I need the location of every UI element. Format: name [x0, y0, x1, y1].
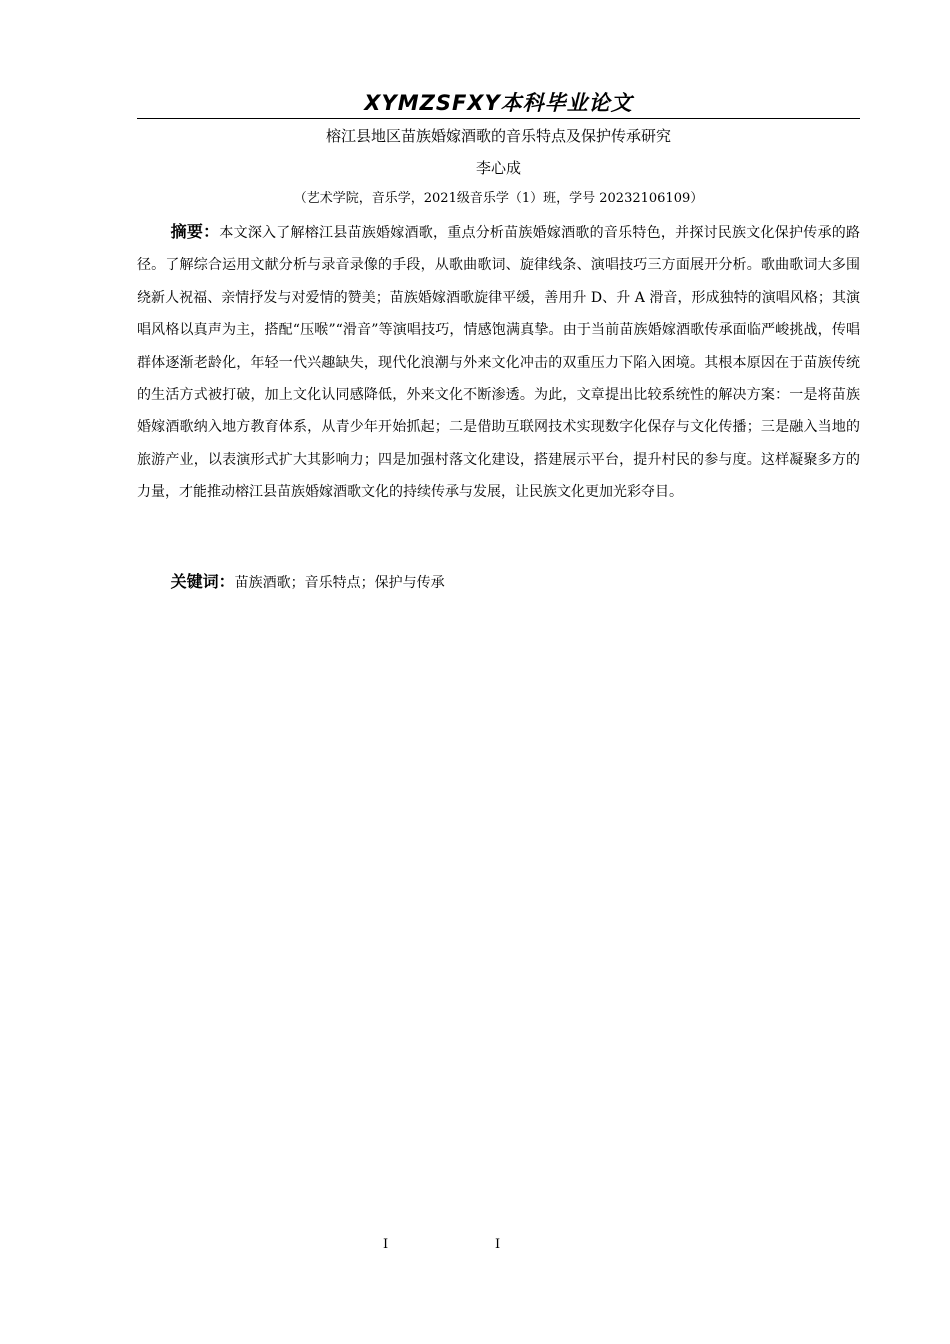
abstract-paragraph — [137, 216, 860, 509]
author-name: 李心成 — [475, 159, 521, 177]
page-number-left: I — [383, 1237, 389, 1252]
keywords-paragraph — [137, 566, 860, 599]
page-number-right: I — [495, 1237, 501, 1252]
author-affiliation: （艺术学院，音乐学，2021级音乐学（1）班，学号 20232106109） — [293, 191, 704, 206]
page-header — [137, 88, 860, 119]
paper-title: 榕江县地区苗族婚嫁酒歌的音乐特点及保护传承研究 — [325, 127, 671, 145]
abstract-label: 摘要： — [170, 222, 220, 241]
keywords-label: 关键词： — [170, 572, 235, 591]
abstract-text: 本文深入了解榕江县苗族婚嫁酒歌，重点分析苗族婚嫁酒歌的音乐特色，并探讨民族文化保护传承的路径。了解综合运用文献分析与录音录像的手段，从歌曲歌词、旋律线条、演唱技巧三方面展开分析。歌曲歌词大多围绕新人祝福、亲情抒发与对爱情的赞美；苗族婚嫁酒歌旋律平缓，善用升 D、升 A 滑音，形成独特的演唱风格；其演唱风格以真声为主，搭配“压喉”“滑音”等演唱技巧，情感饱满真挚。由于当前苗族婚嫁酒歌传承面临严峻挑战，传唱群体逐渐老龄化，年轻一代兴趣缺失，现代化浪潮与外来文化冲击的双重压力下陷入困境。其根本原因在于苗族传统的生活方式被打破，加上文化认同感降低，外来文化不断渗透。为此，文章提出比较系统性的解决方案：一是将苗族婚嫁酒歌纳入地方教育体系，从青少年开始抓起；二是借助互联网技术实现数字化保存与文化传播；三是融入当地的旅游产业，以表演形式扩大其影响力；四是加强村落文化建设，搭建展示平台，提升村民的参与度。这样凝聚多方的力量，才能推动榕江县苗族婚嫁酒歌文化的持续传承与发展，让民族文化更加光彩夺目。 — [137, 225, 860, 501]
header-text: XYMZSFXY本科毕业论文 — [364, 91, 633, 115]
keywords-text: 苗族酒歌；音乐特点；保护与传承 — [234, 575, 445, 591]
